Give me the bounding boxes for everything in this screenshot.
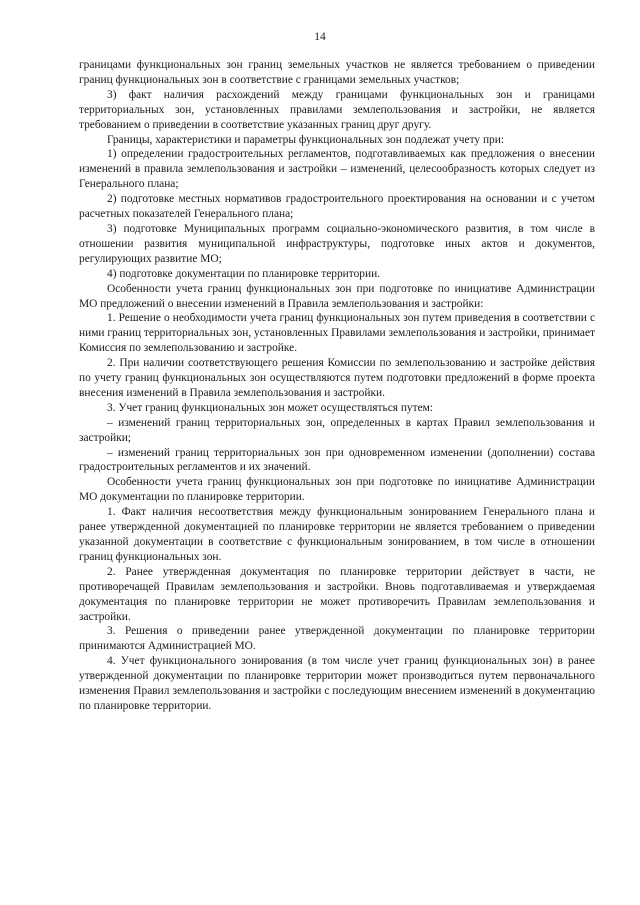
list-item: 1. Решение о необходимости учета границ функциональных зон путем приведения в соответствии с ними границ территориальных зон, установленных Правилами землепользования и застройки, принимает Комиссия по землепользованию и застройке.: [79, 312, 595, 355]
list-item: 2. При наличии соответствующего решения Комиссии по землепользованию и застройке действия по учету границ функциональных зон осуществляются путем подготовки предложений в форме проекта внесения изменений в Правила землепользования и застройки.: [79, 357, 595, 399]
section-heading-paragraph: Особенности учета границ функциональных зон при подготовке по инициативе Администрации МО предложений о внесении изменений в Правила землепользования и застройки:: [79, 282, 595, 310]
list-item: 1) определении градостроительных регламентов, подготавливаемых как предложения о внесении изменений в правила землепользования и застройки – изменений, целесообразность которых следует из Генерального плана;: [79, 148, 595, 191]
list-item: 3) подготовке Муниципальных программ социально-экономического развития, в том числе в отношении развития муниципальной инфраструктуры, подготовке иных актов и документов, регулирующих развитие МО;: [79, 222, 595, 265]
paragraph: границами функциональных зон границ земельных участков не является требованием о приведении границ функциональных зон в соответствие с границами земельных участков;: [79, 59, 595, 86]
list-item: 1. Факт наличия несоответствия между функциональным зонированием Генерального плана и ранее утвержденной документацией по планировке территории не является требованием о приведении указанной документации в соответствие с функциональным зонированием, в том числе в отношении границ функциональных зон.: [79, 506, 595, 563]
document-body: [79, 58, 595, 714]
list-item: 4) подготовке документации по планировке территории.: [107, 267, 381, 280]
list-item: 3. Учет границ функциональных зон может осуществляться путем:: [107, 401, 434, 414]
list-item: 4. Учет функционального зонирования (в том числе учет границ функциональных зон) в ранее утвержденной документации по планировке территории может производиться путем первоначального изменения Правил землепользования и застройки с последующим внесением изменений в документацию по планировке территории.: [79, 655, 595, 712]
page-number: 14: [314, 31, 326, 43]
list-item: 3. Решения о приведении ранее утвержденной документации по планировке территории принимаются Администрацией МО.: [79, 625, 595, 653]
list-item: 2. Ранее утвержденная документация по планировке территории действует в части, не противоречащей Правилам землепользования и застройки. Вновь подготавливаемая и утверждаемая документация по планировке территории не может противоречить Правилам землепользования и застройки.: [79, 565, 595, 623]
list-item: – изменений границ территориальных зон, определенных в картах Правил землепользования и застройки;: [79, 416, 595, 444]
paragraph: Границы, характеристики и параметры функциональных зон подлежат учету при:: [107, 133, 505, 146]
list-item: 2) подготовке местных нормативов градостроительного проектирования на основании и с учетом расчетных показателей Генерального плана;: [79, 193, 595, 221]
list-item: – изменений границ территориальных зон при одновременном изменении (дополнении) состава градостроительных регламентов и их значений.: [79, 446, 595, 474]
section-heading-paragraph: Особенности учета границ функциональных зон при подготовке по инициативе Администрации МО документации по планировке территории.: [79, 476, 595, 504]
paragraph: 3) факт наличия расхождений между границами функциональных зон и границами территориальных зон, установленных правилами землепользования и застройки, не является требованием о приведении в соответствие указанных границ друг другу.: [79, 88, 595, 131]
